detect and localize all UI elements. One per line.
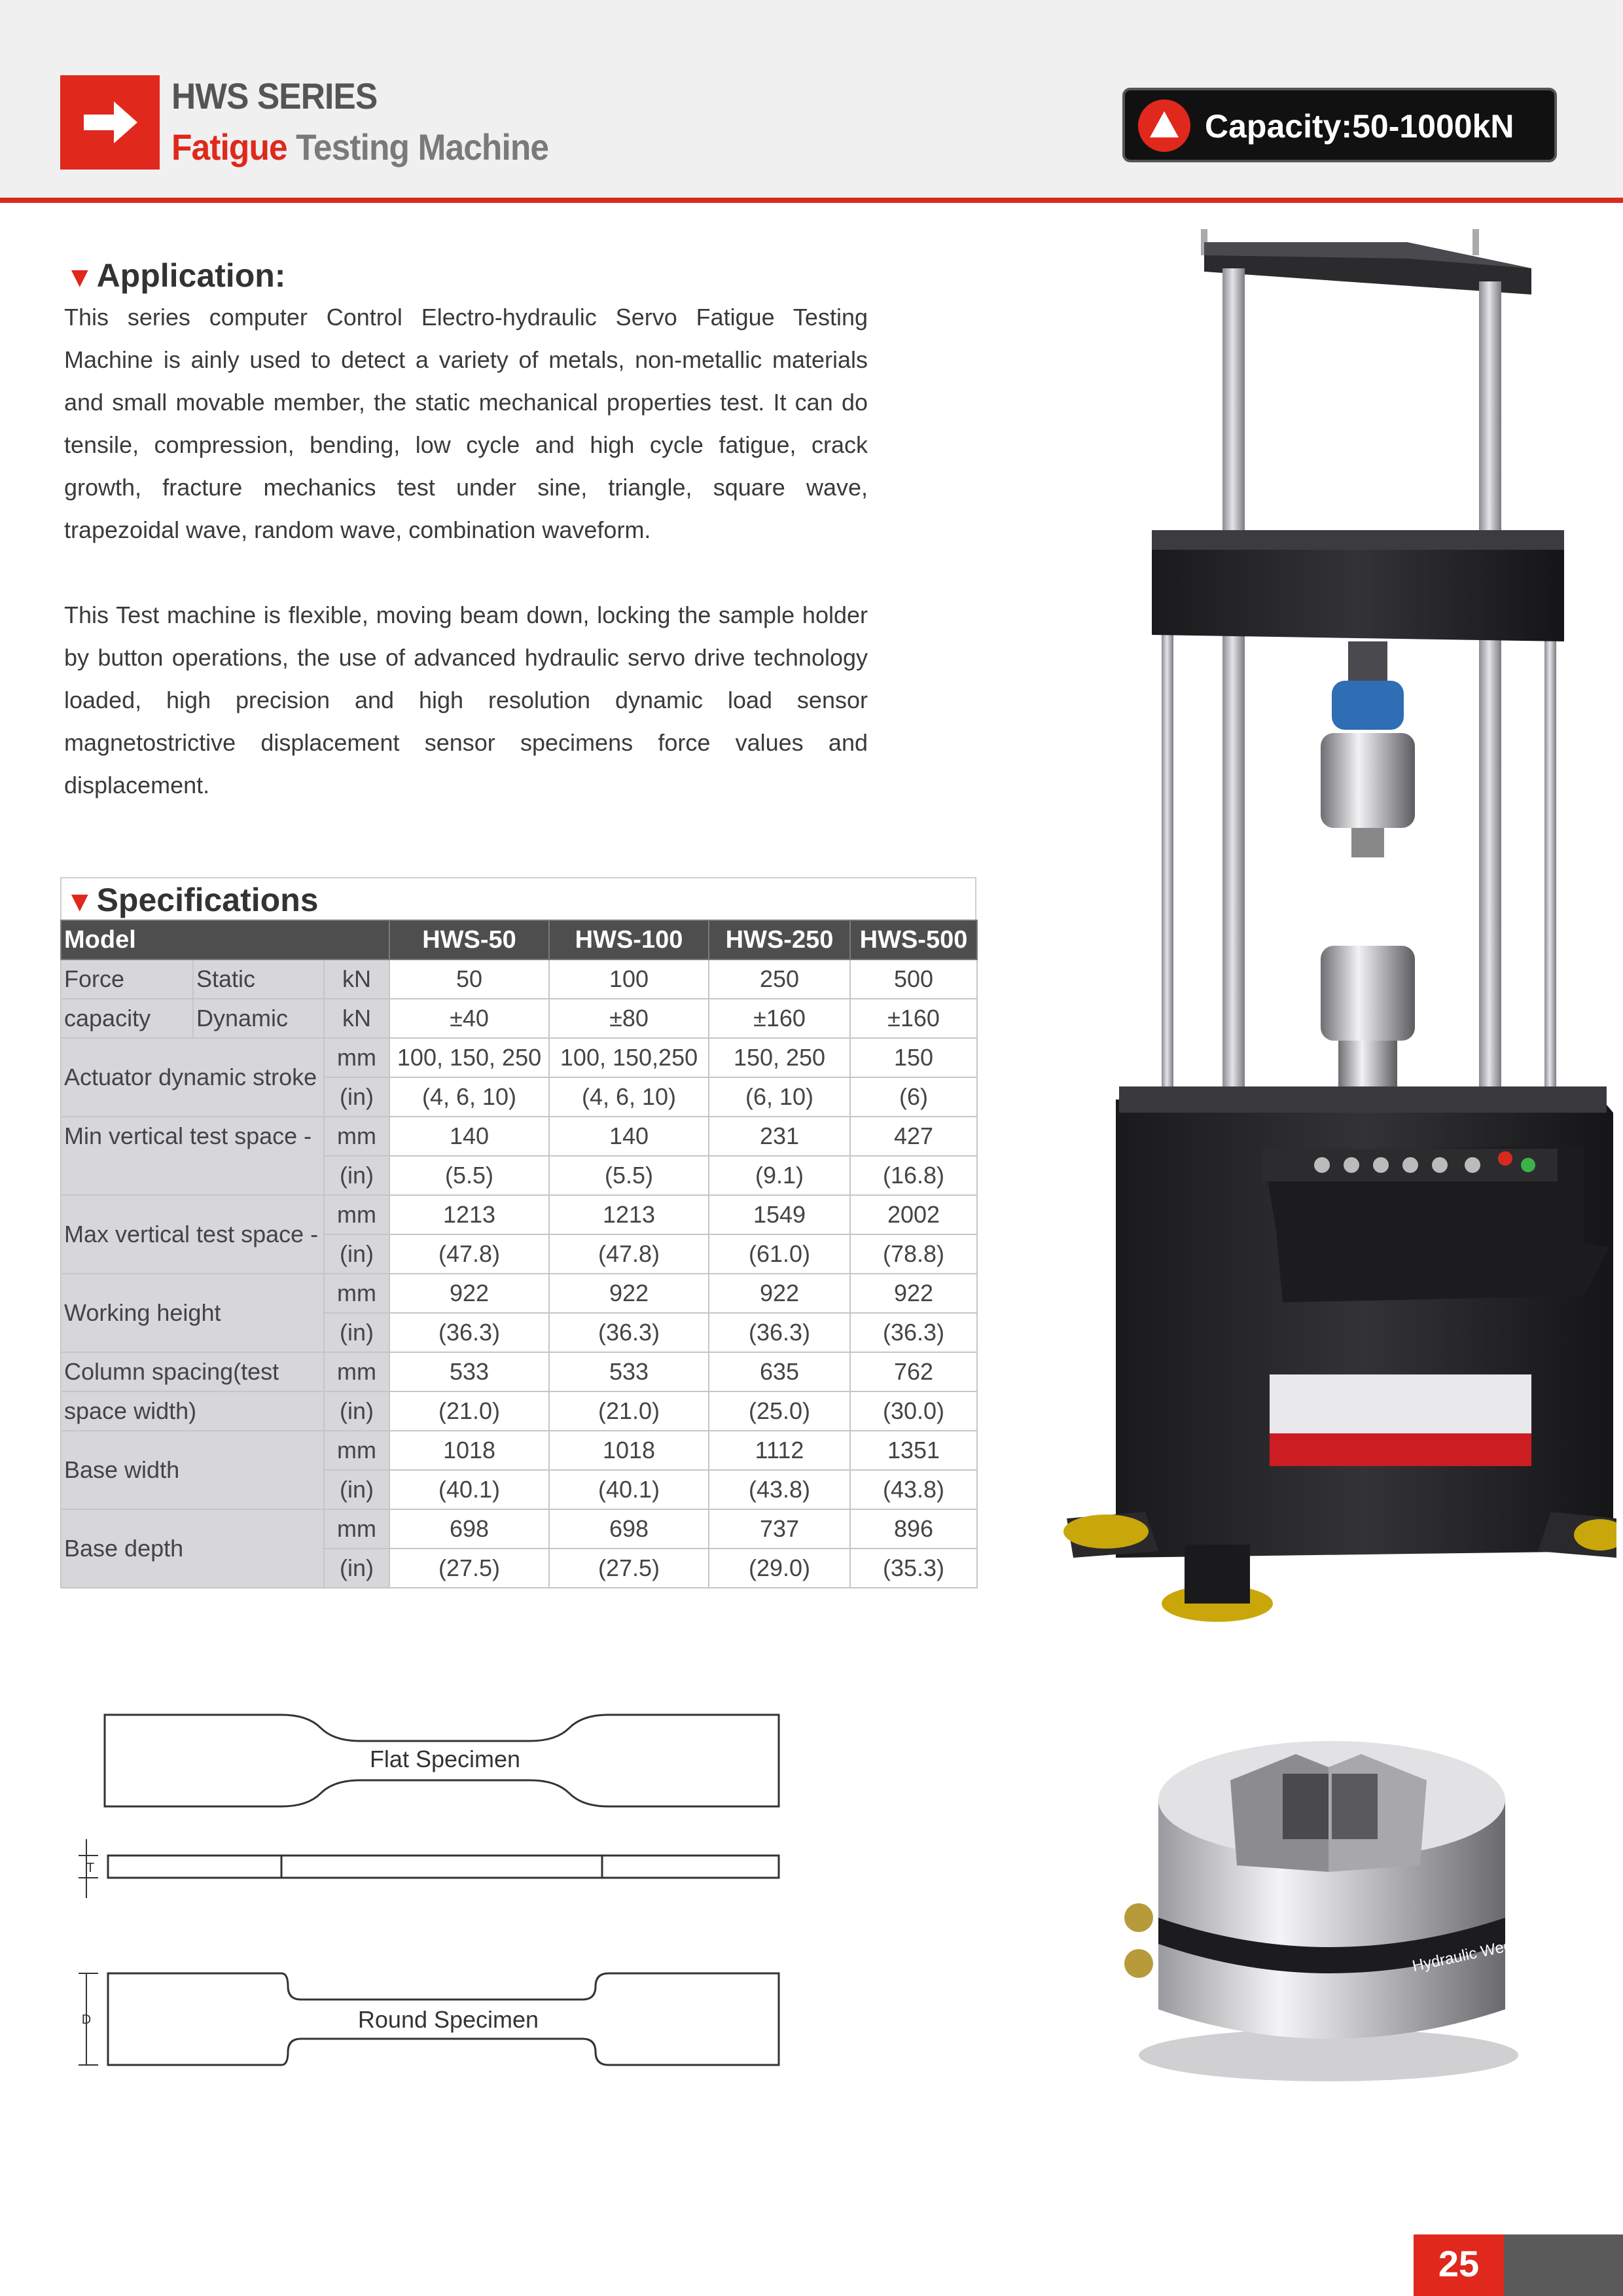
application-title: Application: xyxy=(96,257,286,294)
unit-cell: mm xyxy=(324,1352,389,1391)
value-cell: (29.0) xyxy=(709,1549,850,1588)
value-cell: 2002 xyxy=(850,1195,977,1234)
value-cell: 231 xyxy=(709,1117,850,1156)
specifications-heading xyxy=(65,881,319,919)
thickness-label: T xyxy=(86,1861,95,1875)
value-cell: (61.0) xyxy=(709,1234,850,1274)
value-cell: 922 xyxy=(389,1274,549,1313)
row-label: space width) xyxy=(61,1391,324,1431)
grip-label: Hydraulic Wedge Grip xyxy=(1410,1926,1565,1975)
value-cell: (35.3) xyxy=(850,1549,977,1588)
value-cell: (36.3) xyxy=(850,1313,977,1352)
row-label: Force xyxy=(61,960,193,999)
value-cell: (21.0) xyxy=(389,1391,549,1431)
value-cell: 1018 xyxy=(389,1431,549,1470)
model-header-cell: HWS-500 xyxy=(850,920,977,960)
value-cell: ±80 xyxy=(549,999,709,1038)
row-label: Base depth xyxy=(61,1509,324,1588)
value-cell: 762 xyxy=(850,1352,977,1391)
model-header-cell: HWS-50 xyxy=(389,920,549,960)
value-cell: 1549 xyxy=(709,1195,850,1234)
row-sublabel: Static xyxy=(193,960,324,999)
product-subtitle xyxy=(171,126,548,168)
value-cell: (5.5) xyxy=(389,1156,549,1195)
value-cell: ±160 xyxy=(850,999,977,1038)
value-cell: (6) xyxy=(850,1077,977,1117)
value-cell: 533 xyxy=(389,1352,549,1391)
value-cell: (40.1) xyxy=(389,1470,549,1509)
unit-cell: mm xyxy=(324,1117,389,1156)
value-cell: (27.5) xyxy=(389,1549,549,1588)
row-label: Min vertical test space - xyxy=(61,1117,324,1195)
unit-cell: (in) xyxy=(324,1470,389,1509)
value-cell: (21.0) xyxy=(549,1391,709,1431)
value-cell: (43.8) xyxy=(850,1470,977,1509)
value-cell: 698 xyxy=(389,1509,549,1549)
application-heading xyxy=(65,257,285,295)
value-cell: (43.8) xyxy=(709,1470,850,1509)
triangle-down-icon: ▼ xyxy=(65,886,94,918)
model-header-cell: HWS-250 xyxy=(709,920,850,960)
model-header: Model xyxy=(61,920,389,960)
unit-cell: mm xyxy=(324,1038,389,1077)
unit-cell: kN xyxy=(324,999,389,1038)
triangle-down-icon: ▼ xyxy=(65,261,94,293)
value-cell: (25.0) xyxy=(709,1391,850,1431)
table-row xyxy=(61,1431,977,1470)
value-cell: ±160 xyxy=(709,999,850,1038)
value-cell: 427 xyxy=(850,1117,977,1156)
value-cell: 533 xyxy=(549,1352,709,1391)
application-paragraph-2: This Test machine is flexible, moving beam down, locking the sample holder by button operations, the use of advanced hydraulic servo drive technology loaded, high precision and high resolution dynamic load sensor magnetostrictive displacement sensor specimens force values and displacement. xyxy=(64,601,868,798)
table-row xyxy=(61,1509,977,1549)
value-cell: (78.8) xyxy=(850,1234,977,1274)
row-label: Column spacing(test xyxy=(61,1352,324,1391)
value-cell: 922 xyxy=(850,1274,977,1313)
value-cell: 1213 xyxy=(549,1195,709,1234)
table-row xyxy=(61,1352,977,1391)
value-cell: 635 xyxy=(709,1352,850,1391)
unit-cell: (in) xyxy=(324,1391,389,1431)
value-cell: (16.8) xyxy=(850,1156,977,1195)
table-row xyxy=(61,999,977,1038)
table-row xyxy=(61,1117,977,1156)
value-cell: (9.1) xyxy=(709,1156,850,1195)
value-cell: 698 xyxy=(549,1509,709,1549)
value-cell: 1213 xyxy=(389,1195,549,1234)
value-cell: (36.3) xyxy=(549,1313,709,1352)
row-label: Working height xyxy=(61,1274,324,1352)
value-cell: 140 xyxy=(549,1117,709,1156)
table-row xyxy=(61,960,977,999)
unit-cell: mm xyxy=(324,1509,389,1549)
round-specimen-label: Round Specimen xyxy=(357,2006,539,2033)
row-label: Max vertical test space - xyxy=(61,1195,324,1274)
value-cell: 100, 150, 250 xyxy=(389,1038,549,1077)
value-cell: 50 xyxy=(389,960,549,999)
diameter-label: D xyxy=(81,2013,92,2027)
flat-specimen-label: Flat Specimen xyxy=(369,1746,521,1772)
unit-cell: (in) xyxy=(324,1156,389,1195)
warning-triangle-icon xyxy=(1138,99,1190,152)
table-row xyxy=(61,1038,977,1077)
row-label: Base width xyxy=(61,1431,324,1509)
unit-cell: (in) xyxy=(324,1549,389,1588)
capacity-badge xyxy=(1122,88,1557,162)
unit-cell: (in) xyxy=(324,1313,389,1352)
value-cell: (30.0) xyxy=(850,1391,977,1431)
value-cell: 100, 150,250 xyxy=(549,1038,709,1077)
unit-cell: kN xyxy=(324,960,389,999)
value-cell: 922 xyxy=(709,1274,850,1313)
value-cell: (47.8) xyxy=(549,1234,709,1274)
hydraulic-wedge-grip-illustration xyxy=(1113,1702,1571,2094)
value-cell: (36.3) xyxy=(709,1313,850,1352)
value-cell: 150 xyxy=(850,1038,977,1077)
table-row xyxy=(61,1274,977,1313)
value-cell: 922 xyxy=(549,1274,709,1313)
unit-cell: mm xyxy=(324,1195,389,1234)
value-cell: (36.3) xyxy=(389,1313,549,1352)
value-cell: (47.8) xyxy=(389,1234,549,1274)
model-header-cell: HWS-100 xyxy=(549,920,709,960)
value-cell: (5.5) xyxy=(549,1156,709,1195)
value-cell: ±40 xyxy=(389,999,549,1038)
value-cell: (6, 10) xyxy=(709,1077,850,1117)
table-header-row xyxy=(61,920,977,960)
value-cell: (4, 6, 10) xyxy=(389,1077,549,1117)
unit-cell: mm xyxy=(324,1431,389,1470)
table-row xyxy=(61,1195,977,1234)
row-label: capacity xyxy=(61,999,193,1038)
value-cell: (40.1) xyxy=(549,1470,709,1509)
value-cell: 100 xyxy=(549,960,709,999)
fatigue-testing-machine-illustration xyxy=(1054,183,1616,1643)
specimen-thickness-view xyxy=(108,1856,779,1878)
value-cell: (4, 6, 10) xyxy=(549,1077,709,1117)
page-footer-bar xyxy=(1504,2234,1623,2296)
value-cell: 150, 250 xyxy=(709,1038,850,1077)
table-row xyxy=(61,1391,977,1431)
row-sublabel: Dynamic xyxy=(193,999,324,1038)
value-cell: 1351 xyxy=(850,1431,977,1470)
subtitle-accent: Fatigue xyxy=(171,126,287,168)
capacity-text: Capacity:50-1000kN xyxy=(1205,108,1514,145)
arrow-right-icon xyxy=(60,75,160,170)
specifications-table xyxy=(60,920,978,1588)
application-paragraph-1: This series computer Control Electro-hydraulic Servo Fatigue Testing Machine is ainly used to detect a variety of metals, non-metallic materials and small movable member, the static mechanical properties test. It can do tensile, compression, bending, low cycle and high cycle fatigue, crack growth, fracture mechanics test under sine, triangle, square wave, trapezoidal wave, random wave, combination waveform. xyxy=(64,304,868,543)
specimen-drawings xyxy=(72,1689,792,2094)
value-cell: 500 xyxy=(850,960,977,999)
value-cell: 737 xyxy=(709,1509,850,1549)
unit-cell: (in) xyxy=(324,1234,389,1274)
series-title: HWS SERIES xyxy=(171,75,378,117)
unit-cell: (in) xyxy=(324,1077,389,1117)
specifications-title: Specifications xyxy=(96,882,319,918)
subtitle-rest: Testing Machine xyxy=(296,126,549,168)
value-cell: 250 xyxy=(709,960,850,999)
row-label: Actuator dynamic stroke xyxy=(61,1038,324,1117)
value-cell: 140 xyxy=(389,1117,549,1156)
value-cell: (27.5) xyxy=(549,1549,709,1588)
value-cell: 896 xyxy=(850,1509,977,1549)
page-number: 25 xyxy=(1438,2243,1480,2284)
unit-cell: mm xyxy=(324,1274,389,1313)
value-cell: 1112 xyxy=(709,1431,850,1470)
value-cell: 1018 xyxy=(549,1431,709,1470)
